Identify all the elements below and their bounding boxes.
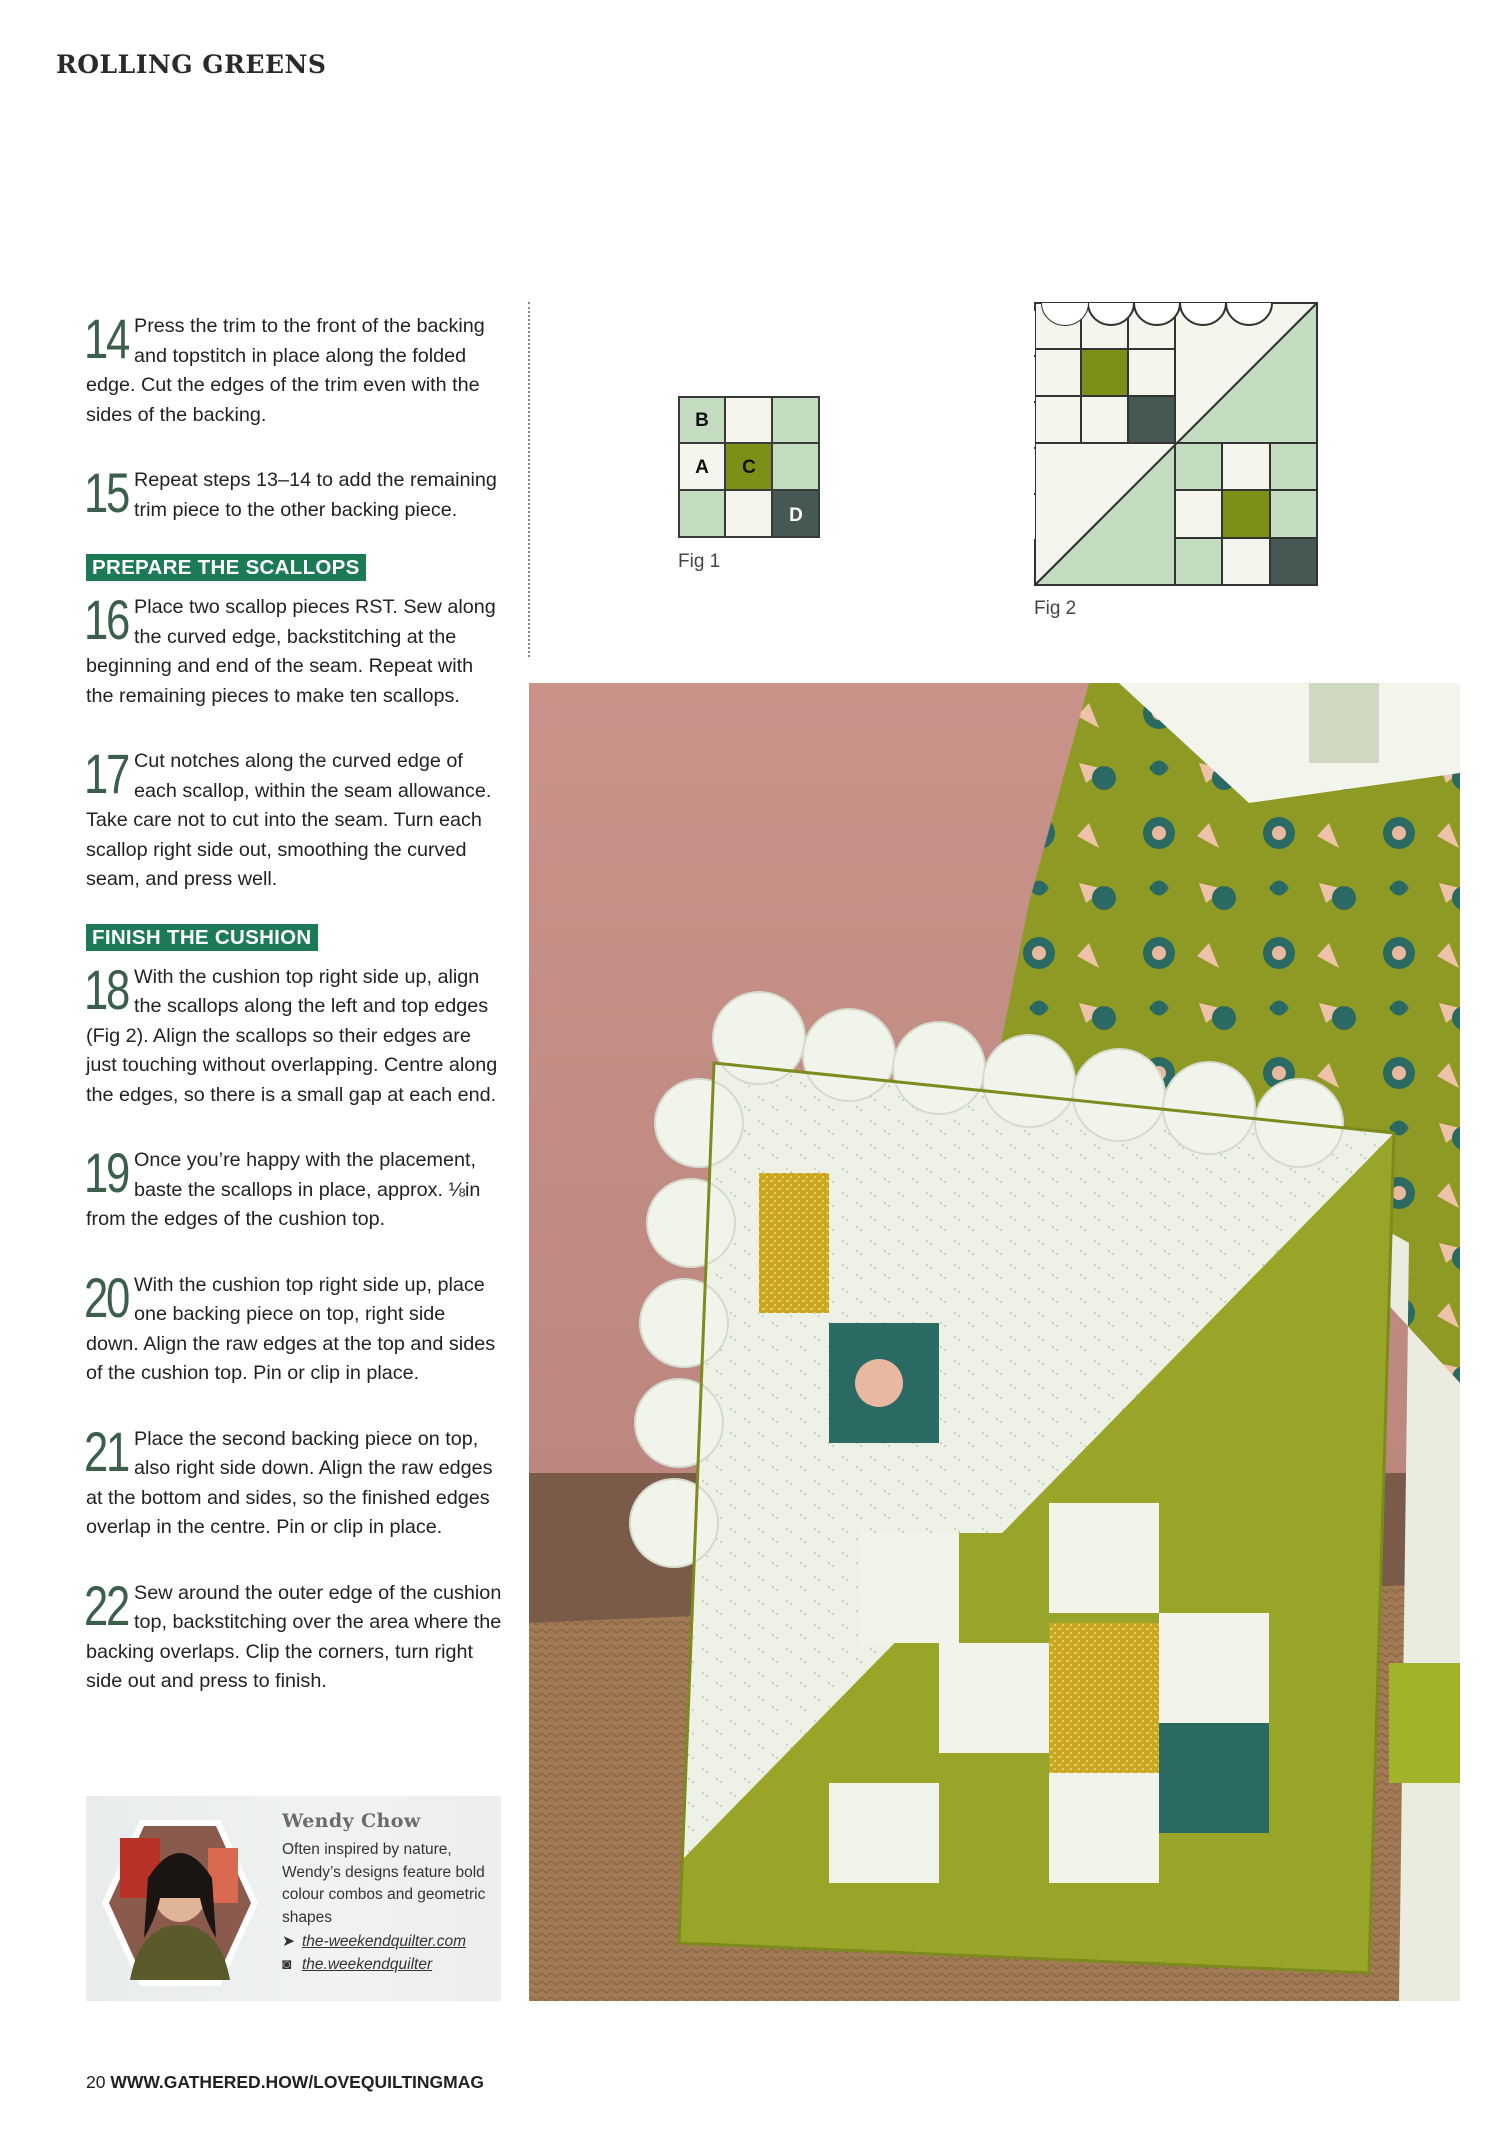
step-14 [84, 307, 502, 430]
step-number: 18 [84, 957, 128, 1021]
designer-bio [86, 1796, 501, 2001]
fig1-label-b: B [695, 410, 709, 431]
page-footer [86, 2072, 484, 2093]
fig2-cushion-diagram [1034, 302, 1318, 586]
step-text: Place the second backing piece on top, also right side down. Align the raw edges at the bottom and sides, so the finished edges overlap in the centre. Pin or clip in place. [86, 1427, 493, 1538]
step-number: 21 [84, 1419, 128, 1483]
fig1-label-d: D [789, 505, 803, 526]
designer-avatar [100, 1818, 260, 1988]
cushion-photo [529, 683, 1460, 2001]
designer-blurb: Often inspired by nature, Wendy’s designs feature bold colour combos and geometric shapes [282, 1841, 486, 1926]
step-18 [84, 957, 502, 1111]
instagram-icon: ◙ [282, 1956, 292, 1973]
step-21 [84, 1419, 502, 1543]
step-text: Cut notches along the curved edge of each scallop, within the seam allowance. Take care not to cut into the seam. Turn each scallop right side out, smoothing the curved seam, and press well. [86, 750, 492, 890]
step-22 [84, 1573, 502, 1697]
step-number: 15 [84, 461, 128, 524]
fig1-block-diagram [678, 396, 820, 538]
step-16 [84, 588, 502, 711]
step-text: Sew around the outer edge of the cushion top, backstitching over the area where the backing overlaps. Clip the corners, turn right side out and press to finish. [86, 1581, 502, 1692]
instructions-column [84, 307, 502, 1733]
column-divider [528, 302, 530, 657]
instagram-text: the.weekendquilter [302, 1956, 433, 1973]
section-heading-prepare-scallops: PREPARE THE SCALLOPS [86, 554, 366, 581]
page-number: 20 [86, 2072, 106, 2092]
footer-url[interactable]: WWW.GATHERED.HOW/LOVEQUILTINGMAG [110, 2072, 484, 2092]
step-text: Place two scallop pieces RST. Sew along the curved edge, backstitching at the beginning and end of the seam. Repeat with the remaining pieces to make ten scallops. [86, 596, 496, 707]
fig2-caption: Fig 2 [1034, 598, 1077, 619]
step-20 [84, 1265, 502, 1389]
cursor-icon: ➤ [282, 1933, 295, 1950]
fig1-label-c: C [742, 457, 756, 478]
website-text: the-weekendquilter.com [302, 1933, 466, 1950]
step-15 [84, 461, 502, 525]
step-text: With the cushion top right side up, align the scallops along the left and top edges (Fig 2). Align the scallops so their edges are just touching without overlapping. Centre along the edges, so there is a small gap at each end. [86, 965, 498, 1106]
step-number: 22 [84, 1573, 128, 1637]
step-number: 14 [84, 307, 128, 370]
step-number: 19 [84, 1141, 128, 1204]
step-text: With the cushion top right side up, place one backing piece on top, right side down. Align the raw edges at the top and sides of the cushion top. Pin or clip in place. [86, 1273, 496, 1384]
step-17 [84, 742, 502, 895]
step-number: 20 [84, 1265, 128, 1329]
fig1-label-a: A [695, 457, 709, 478]
running-head: ROLLING GREENS [56, 50, 327, 79]
cushion-photo-illustration [529, 683, 1460, 2001]
step-number: 17 [84, 742, 128, 805]
website-link[interactable] [282, 1932, 466, 1951]
designer-name: Wendy Chow [282, 1810, 421, 1832]
section-heading-finish-cushion: FINISH THE CUSHION [86, 924, 318, 951]
fig1-caption: Fig 1 [678, 551, 721, 572]
step-number: 16 [84, 588, 128, 651]
step-text: Press the trim to the front of the backing and topstitch in place along the folded edge. Cut the edges of the trim even with the sides of the backing. [86, 315, 485, 426]
step-19 [84, 1141, 502, 1235]
step-text: Repeat steps 13–14 to add the remaining trim piece to the other backing piece. [134, 469, 497, 521]
step-text: Once you’re happy with the placement, baste the scallops in place, approx. ⅛in from the edges of the cushion top. [86, 1149, 481, 1230]
instagram-link[interactable] [282, 1956, 432, 1974]
